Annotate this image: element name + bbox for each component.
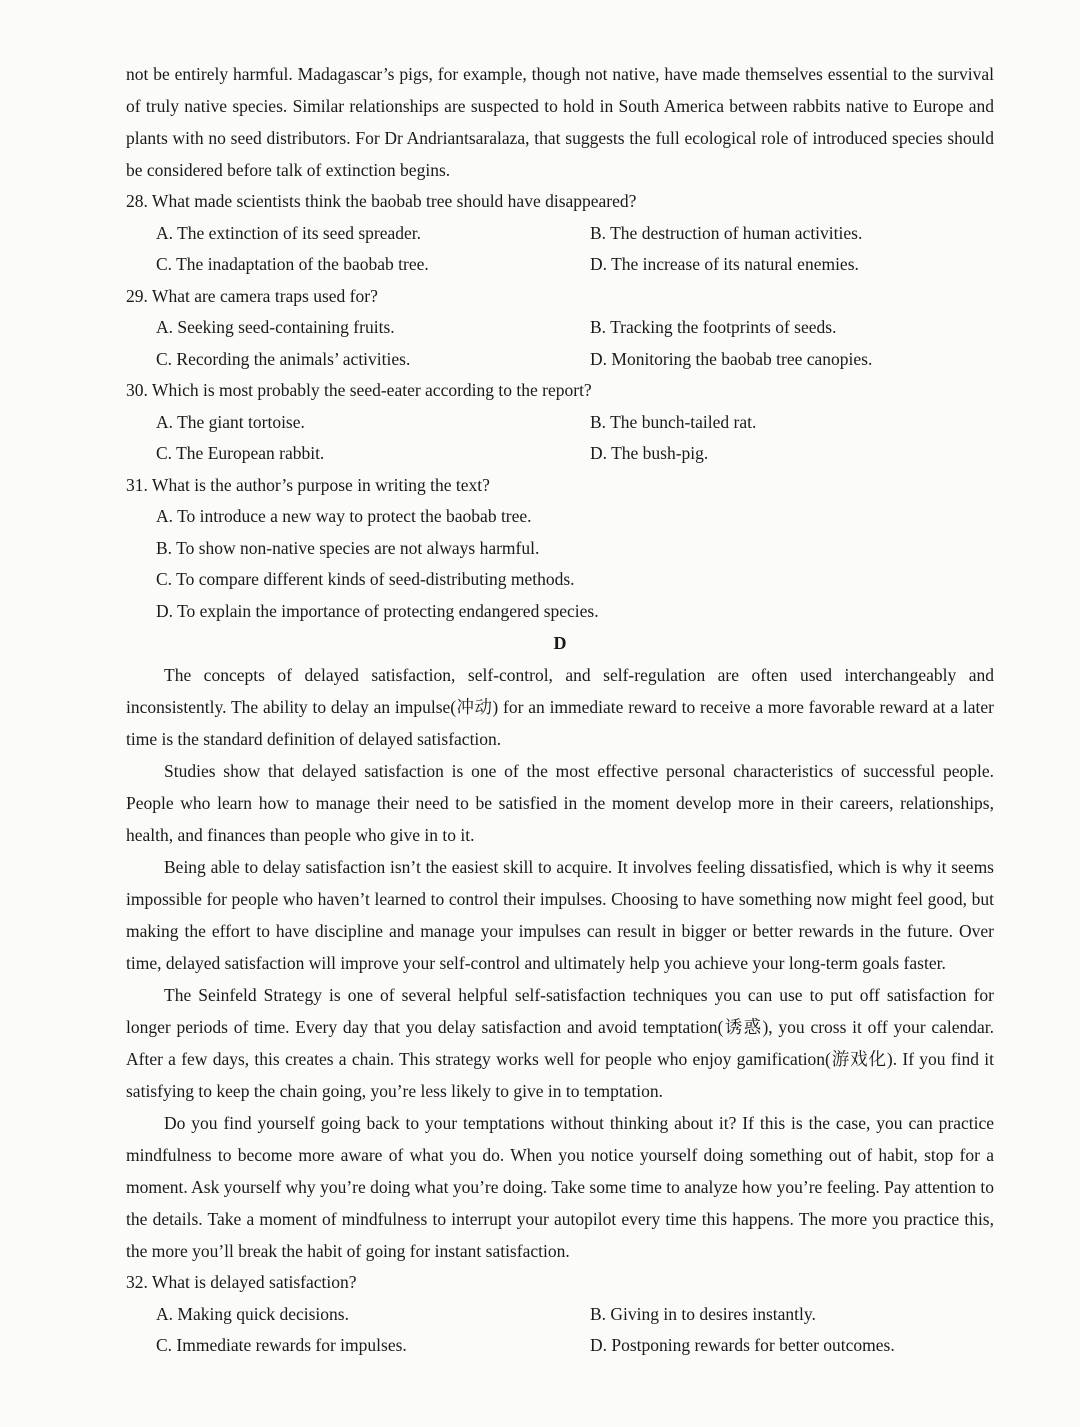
question-32: 32. What is delayed satisfaction? — [126, 1272, 357, 1292]
q30-option-d[interactable]: D. The bush-pig. — [590, 443, 709, 463]
section-d-paragraph: The concepts of delayed satisfaction, self-control, and self-regulation are often used interchangeably and inconsistently. The ability to delay an impulse(冲动) for an immediate reward to receive a more favorable reward at a later time is the standard definition of delayed satisfaction. — [126, 665, 994, 749]
q31-option-d[interactable]: D. To explain the importance of protecting endangered species. — [156, 600, 599, 621]
section-d-paragraph: Being able to delay satisfaction isn’t the easiest skill to acquire. It involves feeling dissatisfied, which is why it seems impossible for people who haven’t learned to control their impulses. Choosing to have something now might feel good, but making the effort to have discipline and manage your impulses can result in bigger or better rewards in the future. Over time, delayed satisfaction will improve your self-control and ultimately help you achieve your long-term goals faster. — [126, 857, 994, 973]
question-32-options — [126, 1299, 994, 1362]
q32-option-d[interactable]: D. Postponing rewards for better outcomes. — [590, 1335, 895, 1355]
section-d-paragraph: Do you find yourself going back to your temptations without thinking about it? If this is the case, you can practice mindfulness to become more aware of what you do. When you notice yourself doing something out of habit, stop for a moment. Ask yourself why you’re doing what you’re doing. Take some time to analyze how you’re feeling. Pay attention to the details. Take a moment of mindfulness to interrupt your autopilot every time this happens. The more you practice this, the more you’ll break the habit of going for instant satisfaction. — [126, 1113, 994, 1261]
q29-option-b[interactable]: B. Tracking the footprints of seeds. — [590, 317, 837, 337]
question-31-options — [126, 501, 994, 627]
q31-option-c[interactable]: C. To compare different kinds of seed-distributing methods. — [156, 569, 575, 589]
q28-option-a[interactable]: A. The extinction of its seed spreader. — [156, 222, 422, 243]
question-28: 28. What made scientists think the baobab tree should have disappeared? — [126, 191, 637, 211]
question-28-options — [126, 218, 994, 281]
q30-option-b[interactable]: B. The bunch-tailed rat. — [590, 411, 757, 432]
question-29: 29. What are camera traps used for? — [126, 285, 378, 306]
q28-option-c[interactable]: C. The inadaptation of the baobab tree. — [156, 254, 429, 274]
q32-option-b[interactable]: B. Giving in to desires instantly. — [590, 1303, 816, 1324]
q31-option-b[interactable]: B. To show non-native species are not always harmful. — [156, 537, 540, 558]
q30-option-a[interactable]: A. The giant tortoise. — [156, 411, 305, 432]
passage-c-ending: not be entirely harmful. Madagascar’s pigs, for example, though not native, have made themselves essential to the survival of truly native species. Similar relationships are suspected to hold in South America between rabbits native to Europe and plants with no seed distributors. For Dr Andriantsaralaza, that suggests the full ecological role of introduced species should be considered before talk of extinction begins. — [126, 64, 994, 180]
q30-option-c[interactable]: C. The European rabbit. — [156, 443, 325, 463]
q32-option-c[interactable]: C. Immediate rewards for impulses. — [156, 1335, 407, 1355]
q31-option-a[interactable]: A. To introduce a new way to protect the baobab tree. — [156, 506, 532, 526]
section-d-title: D — [553, 633, 567, 653]
q28-option-b[interactable]: B. The destruction of human activities. — [590, 222, 863, 243]
q29-option-a[interactable]: A. Seeking seed-containing fruits. — [156, 317, 395, 337]
q28-option-d[interactable]: D. The increase of its natural enemies. — [590, 254, 859, 274]
section-d-paragraph: Studies show that delayed satisfaction is one of the most effective personal characteristics of successful people. People who learn how to manage their need to be satisfied in the moment develop more in their careers, relationships, health, and finances than people who give in to it. — [126, 761, 994, 845]
question-30-options — [126, 407, 994, 470]
question-30: 30. Which is most probably the seed-eater according to the report? — [126, 380, 592, 400]
q29-option-d[interactable]: D. Monitoring the baobab tree canopies. — [590, 348, 873, 369]
question-31: 31. What is the author’s purpose in writing the text? — [126, 474, 490, 495]
page-content — [126, 58, 994, 1362]
section-d-paragraph: The Seinfeld Strategy is one of several helpful self-satisfaction techniques you can use to put off satisfaction for longer periods of time. Every day that you delay satisfaction and avoid temptation(诱惑), you cross it off your calendar. After a few days, this creates a chain. This strategy works well for people who enjoy gamification(游戏化). If you find it satisfying to keep the chain going, you’re less likely to give in to temptation. — [126, 985, 994, 1101]
q29-option-c[interactable]: C. Recording the animals’ activities. — [156, 348, 411, 369]
q32-option-a[interactable]: A. Making quick decisions. — [156, 1303, 349, 1324]
question-29-options — [126, 312, 994, 375]
